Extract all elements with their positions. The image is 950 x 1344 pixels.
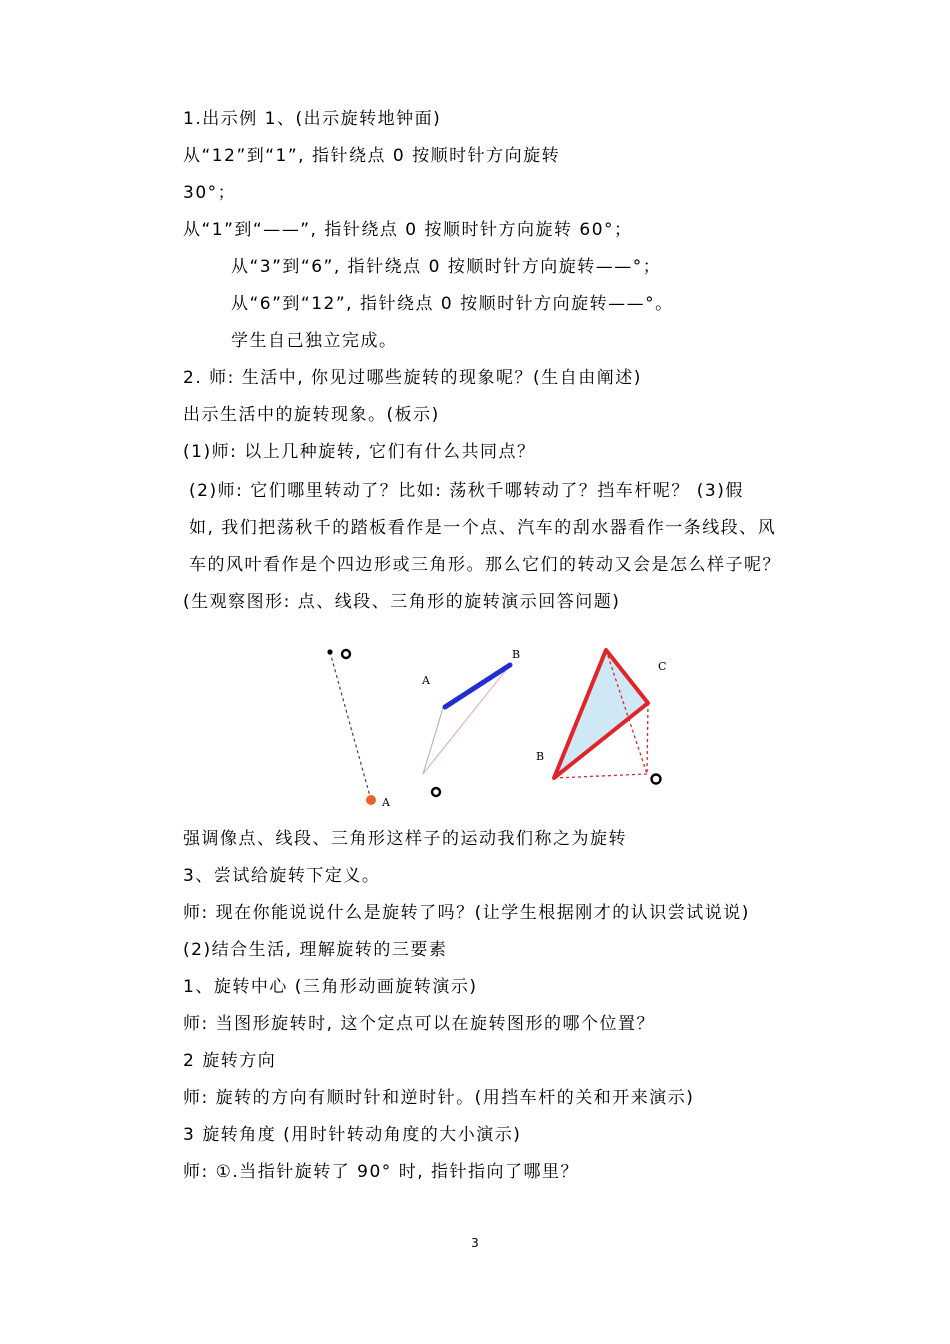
text-line: (2)结合生活, 理解旋转的三要素 <box>183 940 448 960</box>
triangle-rotation <box>536 650 666 784</box>
text-line: 从“12”到“1”, 指针绕点 0 按顺时针方向旋转 <box>183 146 561 166</box>
text-line: 1、旋转中心 (三角形动画旋转演示) <box>183 977 478 997</box>
point-rotation <box>327 649 391 809</box>
text-line: 1.出示例 1、(出示旋转地钟面) <box>183 109 442 129</box>
label-a-segment: A <box>422 674 430 687</box>
text-line: 师: 当图形旋转时, 这个定点可以在旋转图形的哪个位置？ <box>183 1014 655 1034</box>
segment-rotation <box>421 648 520 796</box>
text-line: 师: 旋转的方向有顺时针和逆时针。(用挡车杆的关和开来演示) <box>183 1088 695 1108</box>
text-line: 3 旋转角度 (用时针转动角度的大小演示) <box>183 1125 522 1145</box>
text-line: 师: ①.当指针旋转了 90° 时, 指针指向了哪里？ <box>183 1162 580 1182</box>
text-line: 3、尝试给旋转下定义。 <box>183 866 381 886</box>
text-line: 2 旋转方向 <box>183 1051 277 1071</box>
text-line: (2)师: 它们哪里转动了？比如: 荡秋千哪转动了？挡车杆呢？ (3)假 <box>189 481 744 501</box>
text-line: 学生自己独立完成。 <box>231 331 398 351</box>
label-b-triangle: B <box>536 750 545 763</box>
rotation-figure <box>300 640 680 820</box>
text-line: 强调像点、线段、三角形这样子的运动我们称之为旋转 <box>183 829 627 849</box>
text-line: (生观察图形: 点、线段、三角形的旋转演示回答问题) <box>183 592 621 612</box>
label-c-triangle: C <box>658 660 667 673</box>
text-line: 从“3”到“6”, 指针绕点 0 按顺时针方向旋转——°； <box>231 257 662 277</box>
text-line: 车的风叶看作是个四边形或三角形。那么它们的转动又会是怎么样子呢？ <box>189 555 781 575</box>
point-a-dot <box>366 795 376 805</box>
page-number: 3 <box>471 1236 479 1250</box>
text-line: 出示生活中的旋转现象。(板示) <box>183 405 440 425</box>
text-line: 师: 现在你能说说什么是旋转了吗？(让学生根据刚才的认识尝试说说) <box>183 903 750 923</box>
text-line: (1)师: 以上几种旋转, 它们有什么共同点？ <box>183 442 536 462</box>
text-line: 如, 我们把荡秋千的踏板看作是一个点、汽车的刮水器看作一条线段、风 <box>189 518 777 538</box>
text-line: 从“6”到“12”, 指针绕点 0 按顺时针方向旋转——°。 <box>231 294 674 314</box>
text-line: 从“1”到“——”, 指针绕点 0 按顺时针方向旋转 60°； <box>183 220 633 240</box>
label-a: A <box>382 796 390 809</box>
text-line: 2. 师: 生活中, 你见过哪些旋转的现象呢？(生自由阐述) <box>183 368 642 388</box>
label-b-segment: B <box>512 648 521 661</box>
blue-segment <box>445 665 510 707</box>
text-line: 30°； <box>183 183 237 203</box>
